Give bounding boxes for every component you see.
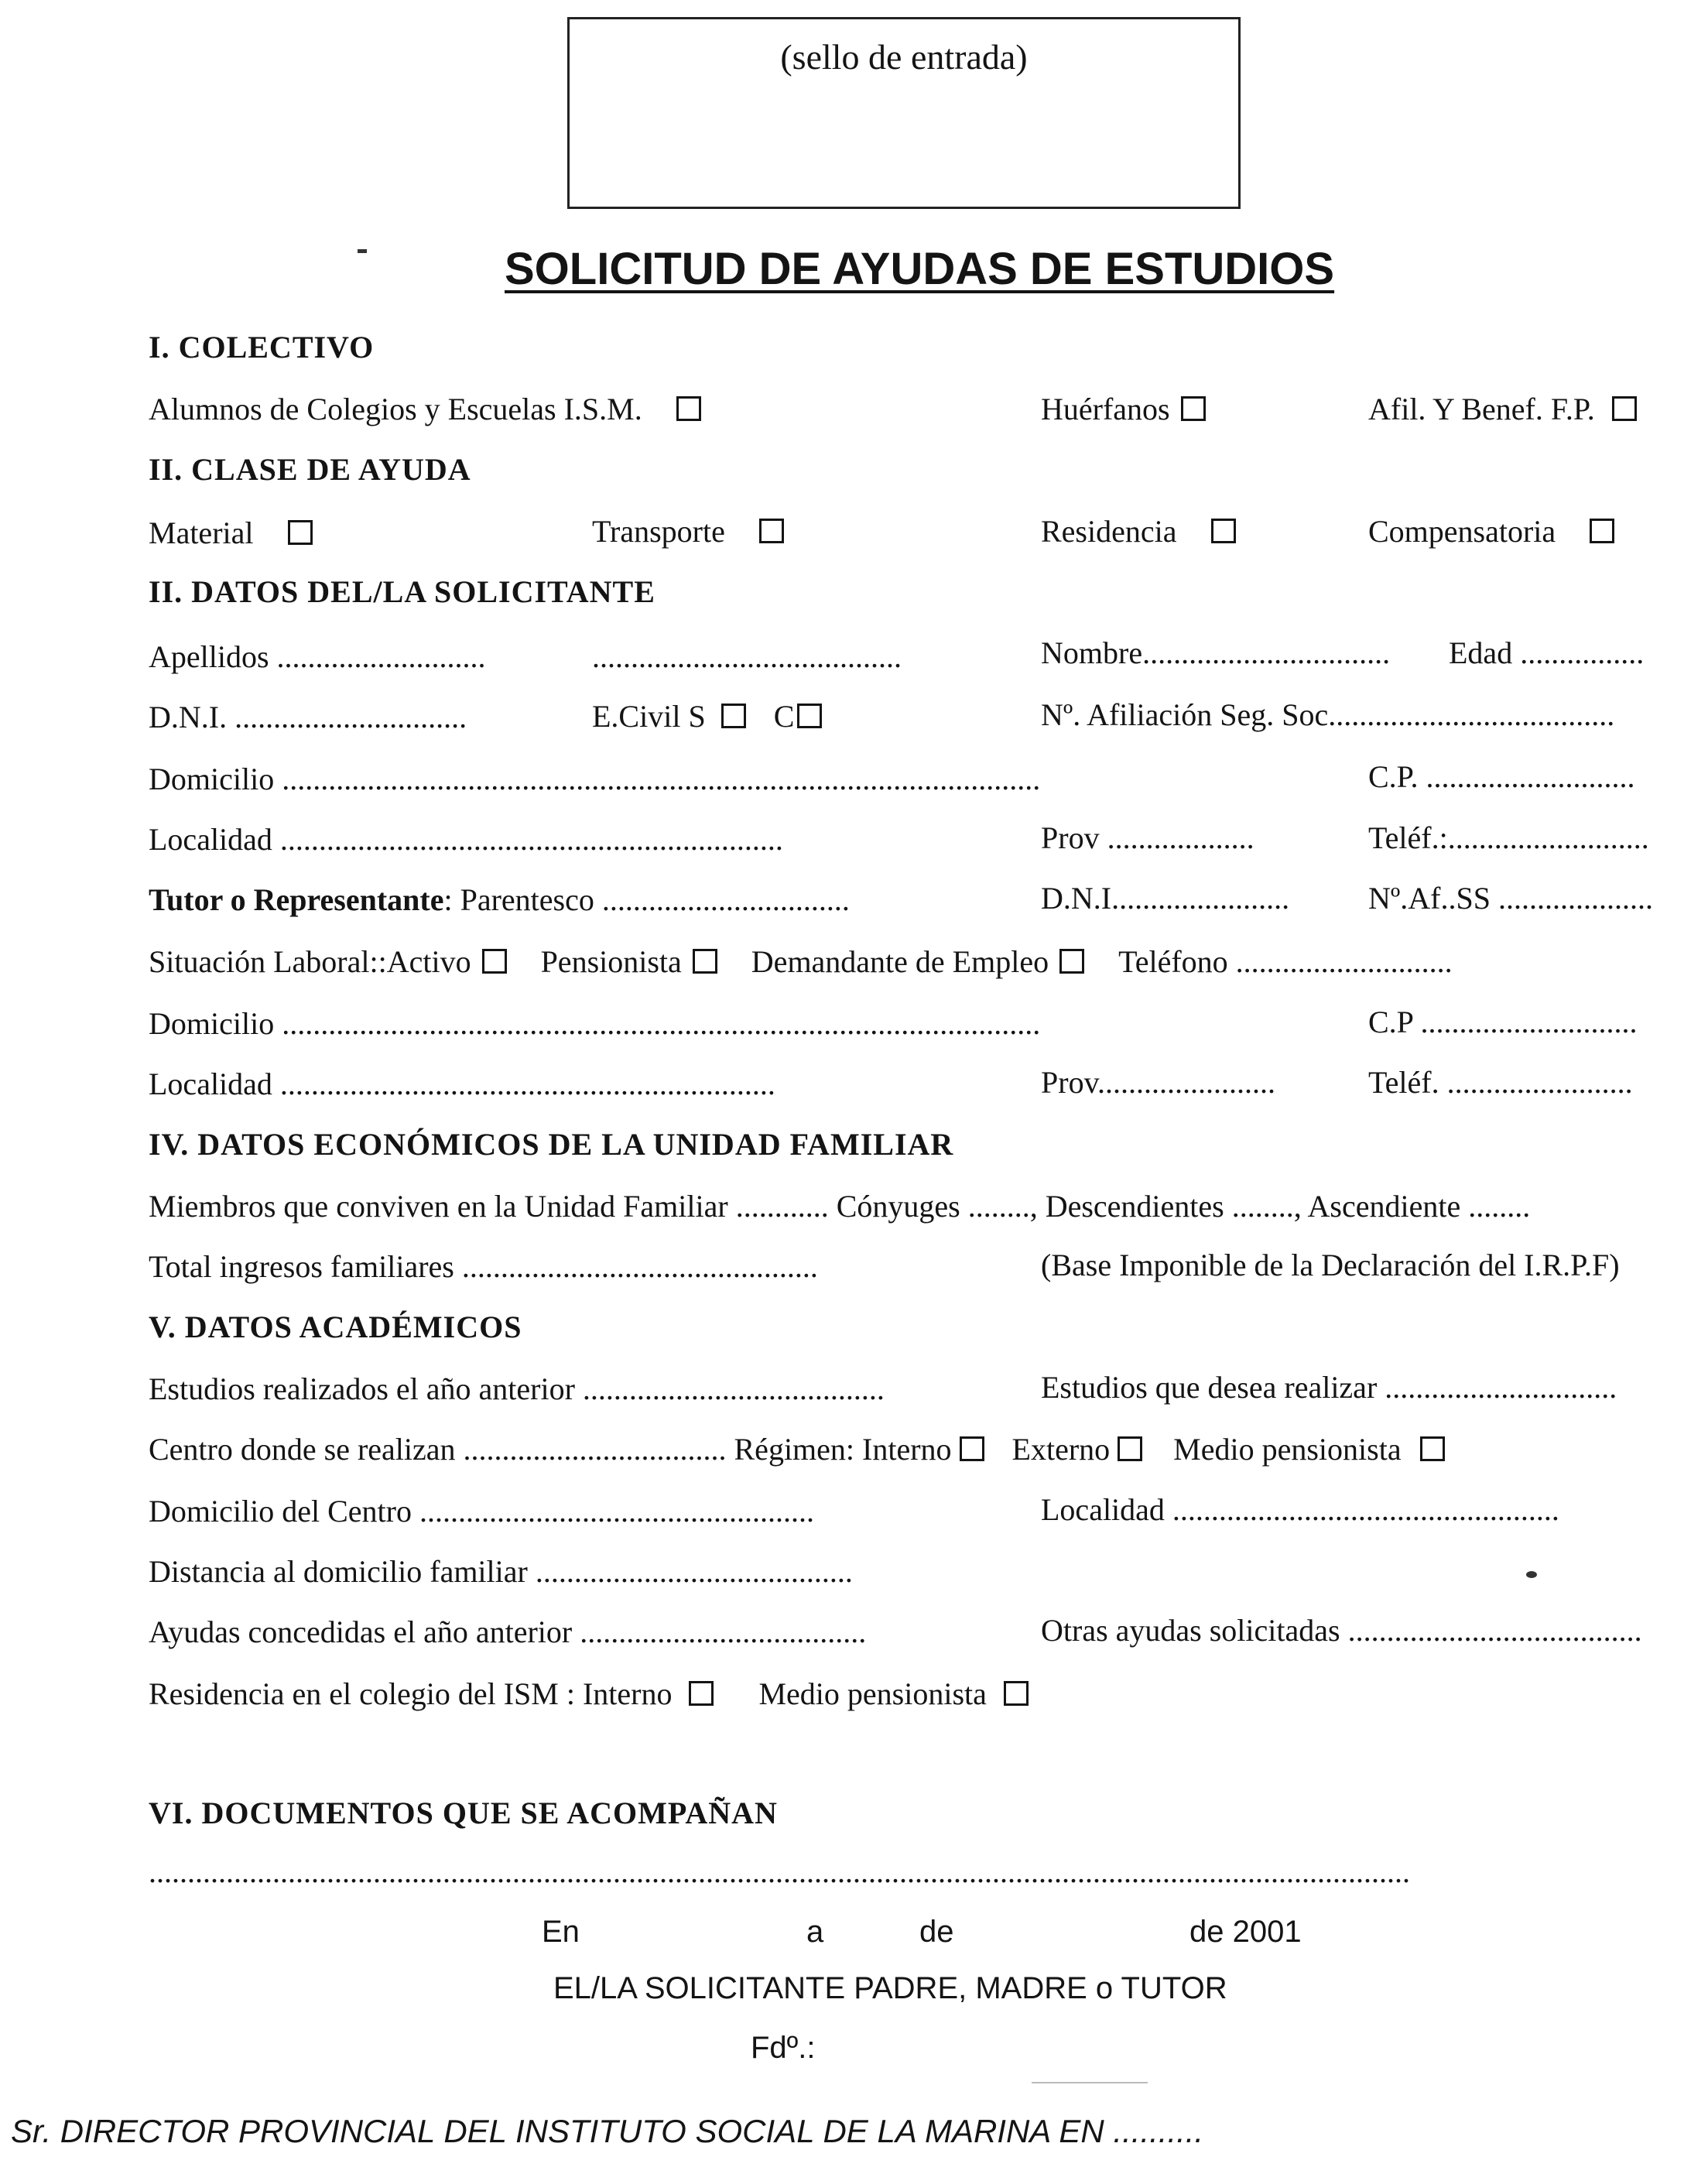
field-tutor-afiliacion[interactable]: Nº.Af..SS .................... bbox=[1368, 881, 1653, 916]
checkbox-interno[interactable] bbox=[960, 1436, 984, 1461]
regimen-medio-label: Medio pensionista bbox=[1173, 1432, 1402, 1467]
checkbox-soltero[interactable] bbox=[721, 704, 746, 728]
option-transporte[interactable] bbox=[592, 513, 784, 550]
field-cp[interactable]: C.P. ........................... bbox=[1368, 759, 1635, 794]
situacion-demandante-label: Demandante de Empleo bbox=[751, 944, 1049, 979]
stamp-label: (sello de entrada) bbox=[780, 37, 1028, 77]
addressee-footer: Sr. DIRECTOR PROVINCIAL DEL INSTITUTO SOCIAL DE LA MARINA EN .......... bbox=[11, 2113, 1204, 2149]
field-miembros[interactable]: Miembros que conviven en la Unidad Familiar ............ Cónyuges ........, Descendientes ........, Ascendiente ........ bbox=[149, 1189, 1531, 1224]
scan-speck bbox=[1526, 1571, 1537, 1578]
option-compensatoria[interactable] bbox=[1368, 513, 1614, 550]
option-material[interactable] bbox=[149, 515, 313, 552]
sign-de-label: de bbox=[919, 1915, 954, 1949]
field-situacion-laboral[interactable] bbox=[149, 943, 1453, 981]
option-material-label: Material bbox=[149, 515, 254, 550]
field-tutor[interactable] bbox=[149, 882, 850, 919]
checkbox-activo[interactable] bbox=[482, 949, 507, 974]
section-colectivo-heading: I. COLECTIVO bbox=[149, 330, 375, 365]
checkbox-compensatoria[interactable] bbox=[1590, 519, 1614, 543]
field-telef[interactable]: Teléf.:.......................... bbox=[1368, 820, 1649, 855]
field-nombre[interactable]: Nombre................................ bbox=[1041, 635, 1391, 670]
section-clase-ayuda-heading: II. CLASE DE AYUDA bbox=[149, 452, 471, 487]
field-estudios-realizados[interactable]: Estudios realizados el año anterior ....................................... bbox=[149, 1371, 885, 1406]
option-residencia-label: Residencia bbox=[1041, 514, 1177, 549]
field-apellidos[interactable]: Apellidos ........................... bbox=[149, 639, 486, 674]
checkbox-medio-pensionista[interactable] bbox=[1420, 1436, 1445, 1461]
field-distancia[interactable]: Distancia al domicilio familiar ......................................... bbox=[149, 1554, 853, 1589]
checkbox-externo[interactable] bbox=[1118, 1436, 1142, 1461]
field-otras-ayudas[interactable]: Otras ayudas solicitadas ...................................... bbox=[1041, 1613, 1642, 1648]
checkbox-alumnos[interactable] bbox=[676, 396, 701, 421]
field-ayudas-concedidas[interactable]: Ayudas concedidas el año anterior ..................................... bbox=[149, 1614, 867, 1649]
sign-en-label: En bbox=[542, 1915, 580, 1949]
estado-civil-casado-label: C bbox=[773, 699, 795, 734]
estado-civil-label: E.Civil S bbox=[592, 699, 706, 734]
field-telef-tutor[interactable]: Teléf. ........................ bbox=[1368, 1065, 1633, 1100]
field-localidad-tutor[interactable]: Localidad ................................................................ bbox=[149, 1066, 775, 1101]
regimen-externo-label: Externo bbox=[1011, 1432, 1111, 1467]
residencia-interno-label: Residencia en el colegio del ISM : Interno bbox=[149, 1676, 673, 1711]
field-cp-tutor[interactable]: C.P ............................ bbox=[1368, 1005, 1638, 1039]
field-centro[interactable] bbox=[149, 1431, 1445, 1468]
section-solicitante-heading: II. DATOS DEL/LA SOLICITANTE bbox=[149, 574, 655, 609]
checkbox-residencia[interactable] bbox=[1211, 519, 1236, 543]
checkbox-casado[interactable] bbox=[797, 704, 822, 728]
centro-regimen-label: Centro donde se realizan .................................. Régimen: Interno bbox=[149, 1432, 952, 1467]
sign-a-label: a bbox=[806, 1915, 824, 1949]
field-telefono[interactable]: Teléfono ............................ bbox=[1118, 944, 1453, 979]
section-economicos-heading: IV. DATOS ECONÓMICOS DE LA UNIDAD FAMILIAR bbox=[149, 1127, 954, 1162]
residencia-medio-label: Medio pensionista bbox=[758, 1676, 987, 1711]
option-compensatoria-label: Compensatoria bbox=[1368, 514, 1556, 549]
checkbox-transporte[interactable] bbox=[759, 519, 784, 543]
field-tutor-dni[interactable]: D.N.I....................... bbox=[1041, 881, 1290, 916]
field-domicilio-tutor[interactable]: Domicilio .................................................................................................. bbox=[149, 1006, 1041, 1041]
situacion-pensionista-label: Pensionista bbox=[540, 944, 682, 979]
scan-speck bbox=[358, 249, 367, 253]
signature-line bbox=[1032, 2082, 1148, 2083]
field-documentos[interactable]: ................................................................................................................................................................... bbox=[149, 1854, 1410, 1889]
sign-year: de 2001 bbox=[1189, 1915, 1302, 1949]
sign-fdo[interactable]: Fdº.: bbox=[751, 2031, 816, 2065]
checkbox-residencia-interno[interactable] bbox=[689, 1681, 714, 1706]
field-localidad[interactable]: Localidad ................................................................. bbox=[149, 822, 783, 857]
option-huerfanos-label: Huérfanos bbox=[1041, 392, 1170, 426]
option-afiliados[interactable] bbox=[1368, 391, 1637, 428]
field-afiliacion[interactable]: Nº. Afiliación Seg. Soc..................................... bbox=[1041, 697, 1615, 732]
field-domicilio[interactable]: Domicilio .................................................................................................. bbox=[149, 762, 1041, 796]
field-edad[interactable]: Edad ................ bbox=[1449, 635, 1645, 670]
form-title: SOLICITUD DE AYUDAS DE ESTUDIOS bbox=[505, 244, 1335, 294]
option-residencia[interactable] bbox=[1041, 513, 1236, 550]
ingresos-note: (Base Imponible de la Declaración del I.R.P.F) bbox=[1041, 1248, 1620, 1282]
field-dni[interactable]: D.N.I. .............................. bbox=[149, 700, 467, 734]
option-transporte-label: Transporte bbox=[592, 514, 725, 549]
checkbox-pensionista[interactable] bbox=[693, 949, 717, 974]
field-ingresos[interactable]: Total ingresos familiares .............................................. bbox=[149, 1249, 818, 1284]
checkbox-huerfanos[interactable] bbox=[1181, 396, 1206, 421]
field-estado-civil[interactable] bbox=[592, 698, 822, 735]
tutor-label: Tutor o Representante bbox=[149, 882, 444, 917]
option-afiliados-label: Afil. Y Benef. F.P. bbox=[1368, 392, 1595, 426]
field-prov-tutor[interactable]: Prov....................... bbox=[1041, 1065, 1275, 1100]
checkbox-residencia-medio[interactable] bbox=[1004, 1681, 1029, 1706]
situacion-activo-label: Situación Laboral::Activo bbox=[149, 944, 471, 979]
field-estudios-desea[interactable]: Estudios que desea realizar .............................. bbox=[1041, 1370, 1617, 1405]
option-huerfanos[interactable] bbox=[1041, 391, 1206, 428]
field-apellidos-second[interactable]: ........................................ bbox=[592, 639, 902, 674]
sign-solicitante: EL/LA SOLICITANTE PADRE, MADRE o TUTOR bbox=[553, 1971, 1227, 2005]
checkbox-material[interactable] bbox=[288, 520, 313, 545]
section-academicos-heading: V. DATOS ACADÉMICOS bbox=[149, 1310, 522, 1344]
field-residencia-colegio[interactable] bbox=[149, 1676, 1029, 1713]
section-documentos-heading: VI. DOCUMENTOS QUE SE ACOMPAÑAN bbox=[149, 1796, 778, 1830]
field-localidad-centro[interactable]: Localidad .................................................. bbox=[1041, 1492, 1559, 1527]
checkbox-afiliados[interactable] bbox=[1612, 396, 1637, 421]
field-domicilio-centro[interactable]: Domicilio del Centro ................................................... bbox=[149, 1494, 814, 1529]
option-alumnos-label: Alumnos de Colegios y Escuelas I.S.M. bbox=[149, 392, 642, 426]
field-prov[interactable]: Prov ................... bbox=[1041, 820, 1254, 855]
checkbox-demandante[interactable] bbox=[1059, 949, 1084, 974]
tutor-parentesco: : Parentesco ................................ bbox=[443, 882, 850, 917]
entry-stamp-box bbox=[567, 17, 1241, 209]
option-alumnos[interactable] bbox=[149, 391, 701, 428]
